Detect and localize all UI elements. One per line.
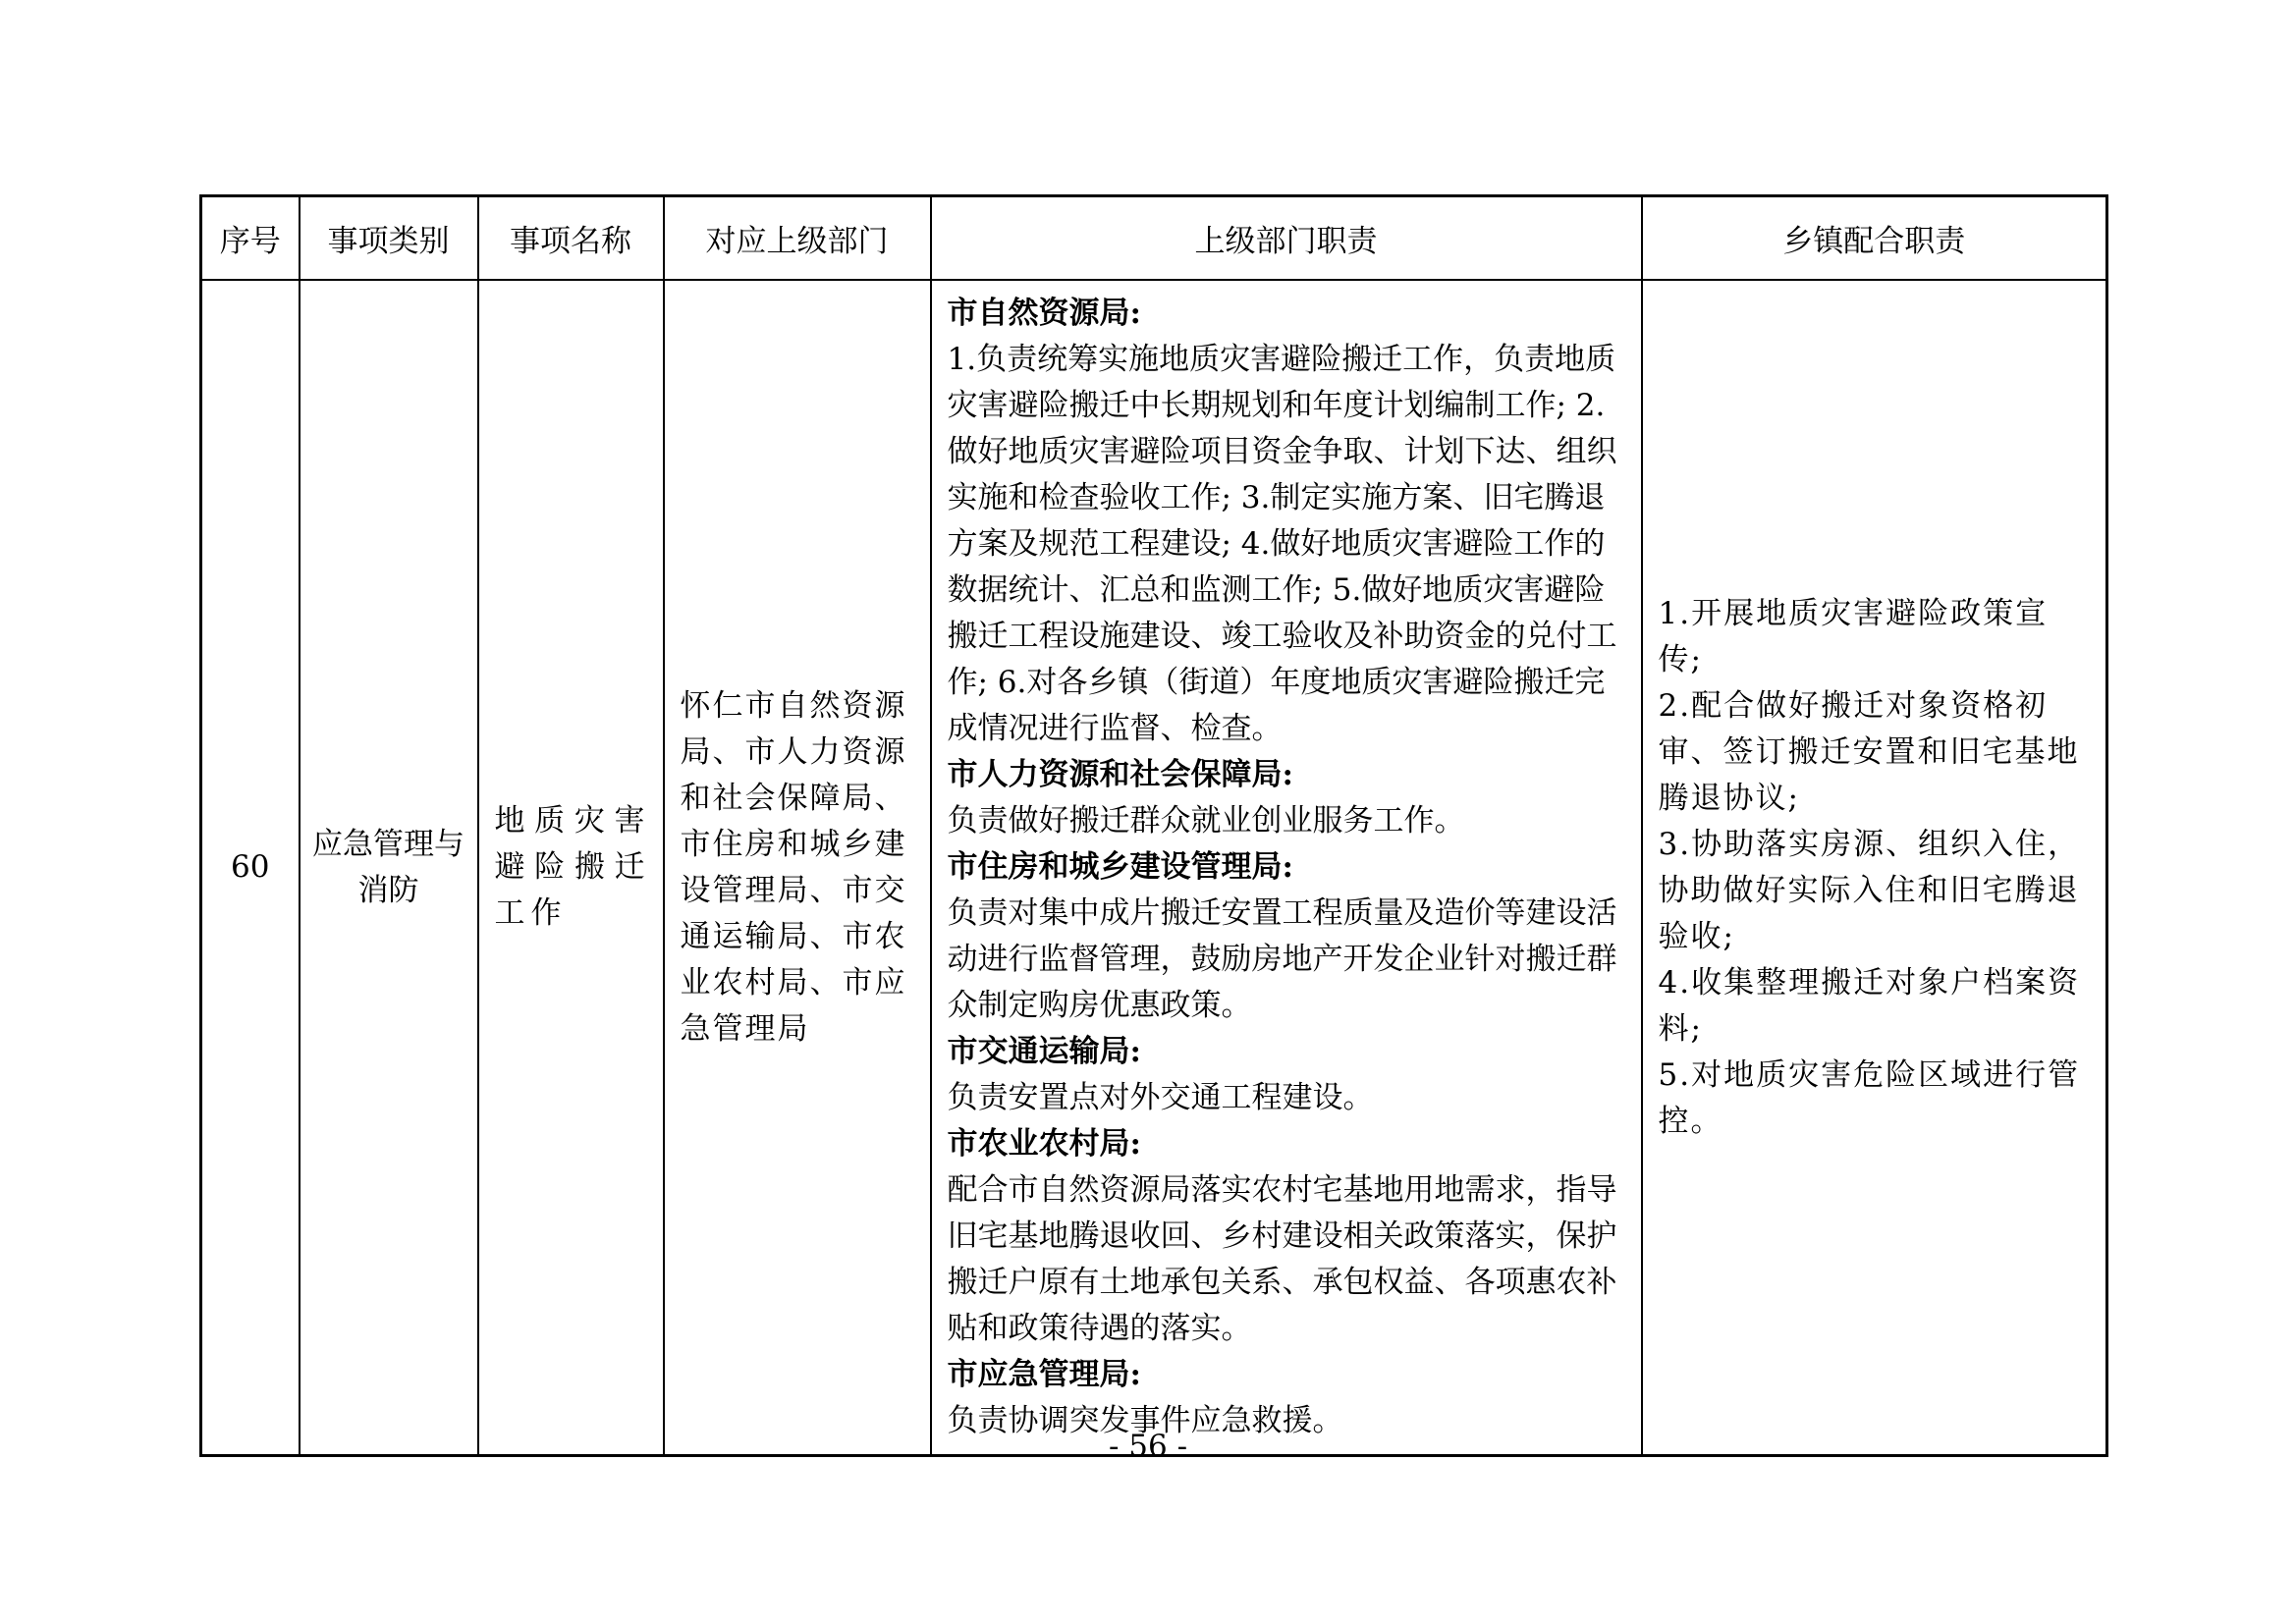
- duty-heading: 市住房和城乡建设管理局:: [947, 849, 1293, 885]
- cell-item-category: 应急管理与消防: [300, 280, 478, 1456]
- header-township-duties: 乡镇配合职责: [1642, 196, 2107, 281]
- township-duty-item: 2.配合做好搬迁对象资格初审、签订搬迁安置和旧宅基地腾退协议;: [1658, 687, 2080, 816]
- page-number: - 56 -: [1108, 1429, 1188, 1464]
- township-duty-item: 4.收集整理搬迁对象户档案资料;: [1658, 964, 2081, 1047]
- duty-heading: 市交通运输局:: [947, 1034, 1141, 1069]
- table-body: [201, 280, 2107, 1456]
- township-duty-item: 1.开展地质灾害避险政策宣传;: [1658, 595, 2049, 677]
- duty-text: 1.负责统筹实施地质灾害避险搬迁工作，负责地质灾害避险搬迁中长期规划和年度计划编制工作; 2.做好地质灾害避险项目资金争取、计划下达、组织实施和检查验收工作; 3.制定实施方案、旧宅腾退方案及规范工程建设; 4.做好地质灾害避险工作的数据统计、汇总和监测工作; 5.做好地质灾害避险搬迁工程设施建设、竣工验收及补助资金的兑付工作; 6.对各乡镇（街道）年度地质灾害避险搬迁完成情况进行监督、检查。: [947, 342, 1617, 746]
- header-item-category: 事项类别: [300, 196, 478, 281]
- header-row: [201, 196, 2107, 281]
- duty-text: 配合市自然资源局落实农村宅基地用地需求，指导旧宅基地腾退收回、乡村建设相关政策落实，保护搬迁户原有土地承包关系、承包权益、各项惠农补贴和政策待遇的落实。: [947, 1172, 1617, 1346]
- township-duty-item: 5.对地质灾害危险区域进行管控。: [1658, 1056, 2081, 1139]
- cell-item-name: 地质灾害避险搬迁工作: [478, 280, 664, 1456]
- duty-heading: 市人力资源和社会保障局:: [947, 757, 1293, 792]
- duty-text: 负责对集中成片搬迁安置工程质量及造价等建设活动进行监督管理，鼓励房地产开发企业针对搬迁群众制定购房优惠政策。: [947, 895, 1617, 1023]
- duty-block-agriculture: [948, 1121, 1627, 1352]
- header-superior-department: 对应上级部门: [664, 196, 931, 281]
- header-serial-number: 序号: [201, 196, 300, 281]
- table-row: [201, 280, 2107, 1456]
- cell-department-duties: [931, 280, 1642, 1456]
- responsibility-table: [199, 194, 2108, 1457]
- responsibility-table-container: [199, 194, 2105, 1438]
- duty-heading: 市应急管理局:: [947, 1357, 1141, 1392]
- duty-heading: 市农业农村局:: [947, 1126, 1141, 1162]
- duty-block-human-resources: [948, 752, 1627, 844]
- duty-block-natural-resources: [948, 291, 1627, 752]
- duty-block-housing: [948, 844, 1627, 1029]
- township-duty-item: 3.协助落实房源、组织入住，协助做好实际入住和旧宅腾退验收;: [1658, 826, 2081, 954]
- cell-serial-number: 60: [201, 280, 300, 1456]
- header-item-name: 事项名称: [478, 196, 664, 281]
- duty-text: 负责安置点对外交通工程建设。: [947, 1080, 1374, 1115]
- table-header: [201, 196, 2107, 281]
- header-department-duties: 上级部门职责: [931, 196, 1642, 281]
- duty-text: 负责协调突发事件应急救援。: [947, 1403, 1343, 1438]
- cell-superior-departments: 怀仁市自然资源局、市人力资源和社会保障局、市住房和城乡建设管理局、市交通运输局、市农业农村局、市应急管理局: [664, 280, 931, 1456]
- cell-township-duties: [1642, 280, 2107, 1456]
- duty-block-transport: [948, 1029, 1627, 1121]
- duty-text: 负责做好搬迁群众就业创业服务工作。: [947, 803, 1465, 839]
- duty-heading: 市自然资源局:: [947, 296, 1141, 331]
